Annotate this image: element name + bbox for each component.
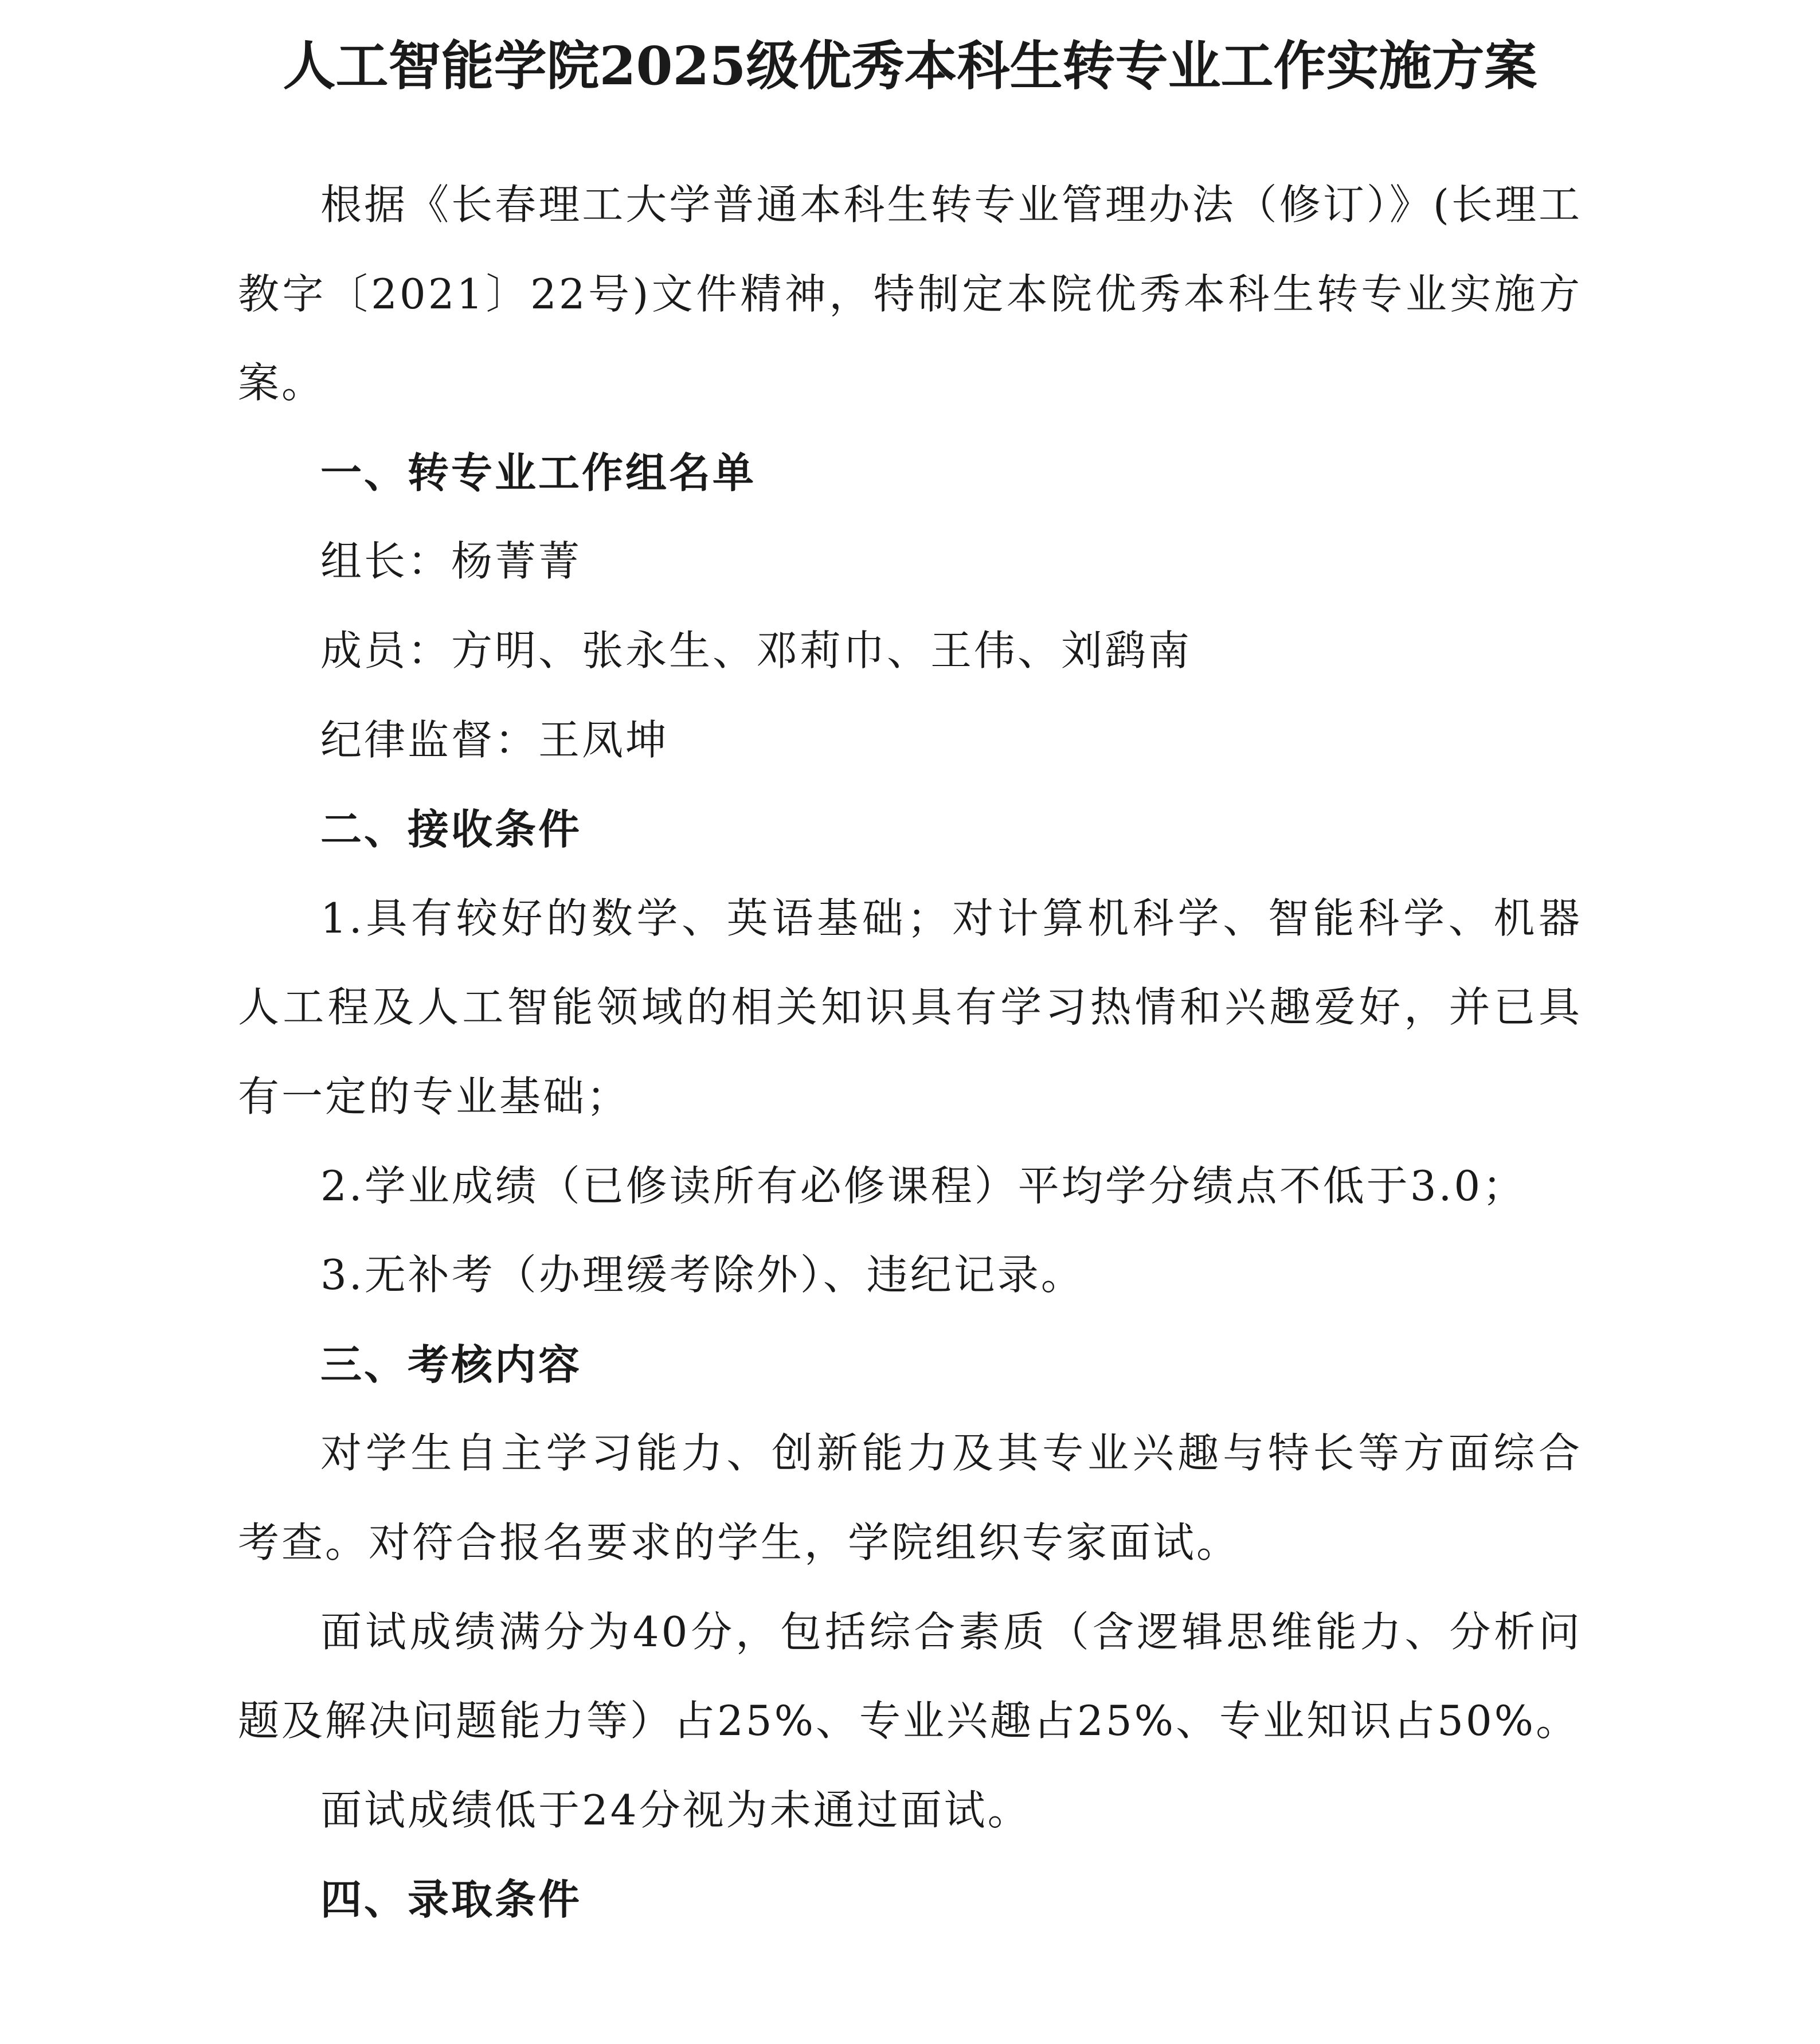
section-heading-working-group: 一、转专业工作组名单 [320,448,757,497]
group-leader: 组长：杨菁菁 [320,537,582,586]
condition-item-3: 3.无补考（办理缓考除外）、违纪记录。 [320,1251,1085,1299]
section-heading-enrollment: 四、录取条件 [320,1875,582,1924]
document-body [238,160,1582,1944]
section-heading-admission-conditions: 二、接收条件 [320,805,582,854]
assessment-paragraph-1: 对学生自主学习能力、创新能力及其专业兴趣与特长等方面综合考查。对符合报名要求的学生，学院组织专家面试。 [238,1429,1582,1567]
section-heading-assessment: 三、考核内容 [320,1340,582,1389]
group-members: 成员：方明、张永生、邓莉巾、王伟、刘鹞南 [320,626,1192,675]
assessment-paragraph-2: 面试成绩满分为40分，包括综合素质（含逻辑思维能力、分析问题及解决问题能力等）占25%、专业兴趣占25%、专业知识占50%。 [238,1607,1582,1745]
condition-item-1: 1.具有较好的数学、英语基础；对计算机科学、智能科学、机器人工程及人工智能领域的相关知识具有学习热情和兴趣爱好，并已具有一定的专业基础； [238,894,1582,1121]
assessment-paragraph-3: 面试成绩低于24分视为未通过面试。 [320,1785,1031,1834]
condition-item-2: 2.学业成绩（已修读所有必修课程）平均学分绩点不低于3.0； [320,1161,1527,1210]
intro-paragraph: 根据《长春理工大学普通本科生转专业管理办法（修订）》(长理工教字〔2021〕22号)文件精神，特制定本院优秀本科生转专业实施方案。 [238,181,1582,408]
document-title: 人工智能学院2025级优秀本科生转专业工作实施方案 [283,35,1537,97]
discipline-supervisor: 纪律监督：王凤坤 [320,715,670,764]
